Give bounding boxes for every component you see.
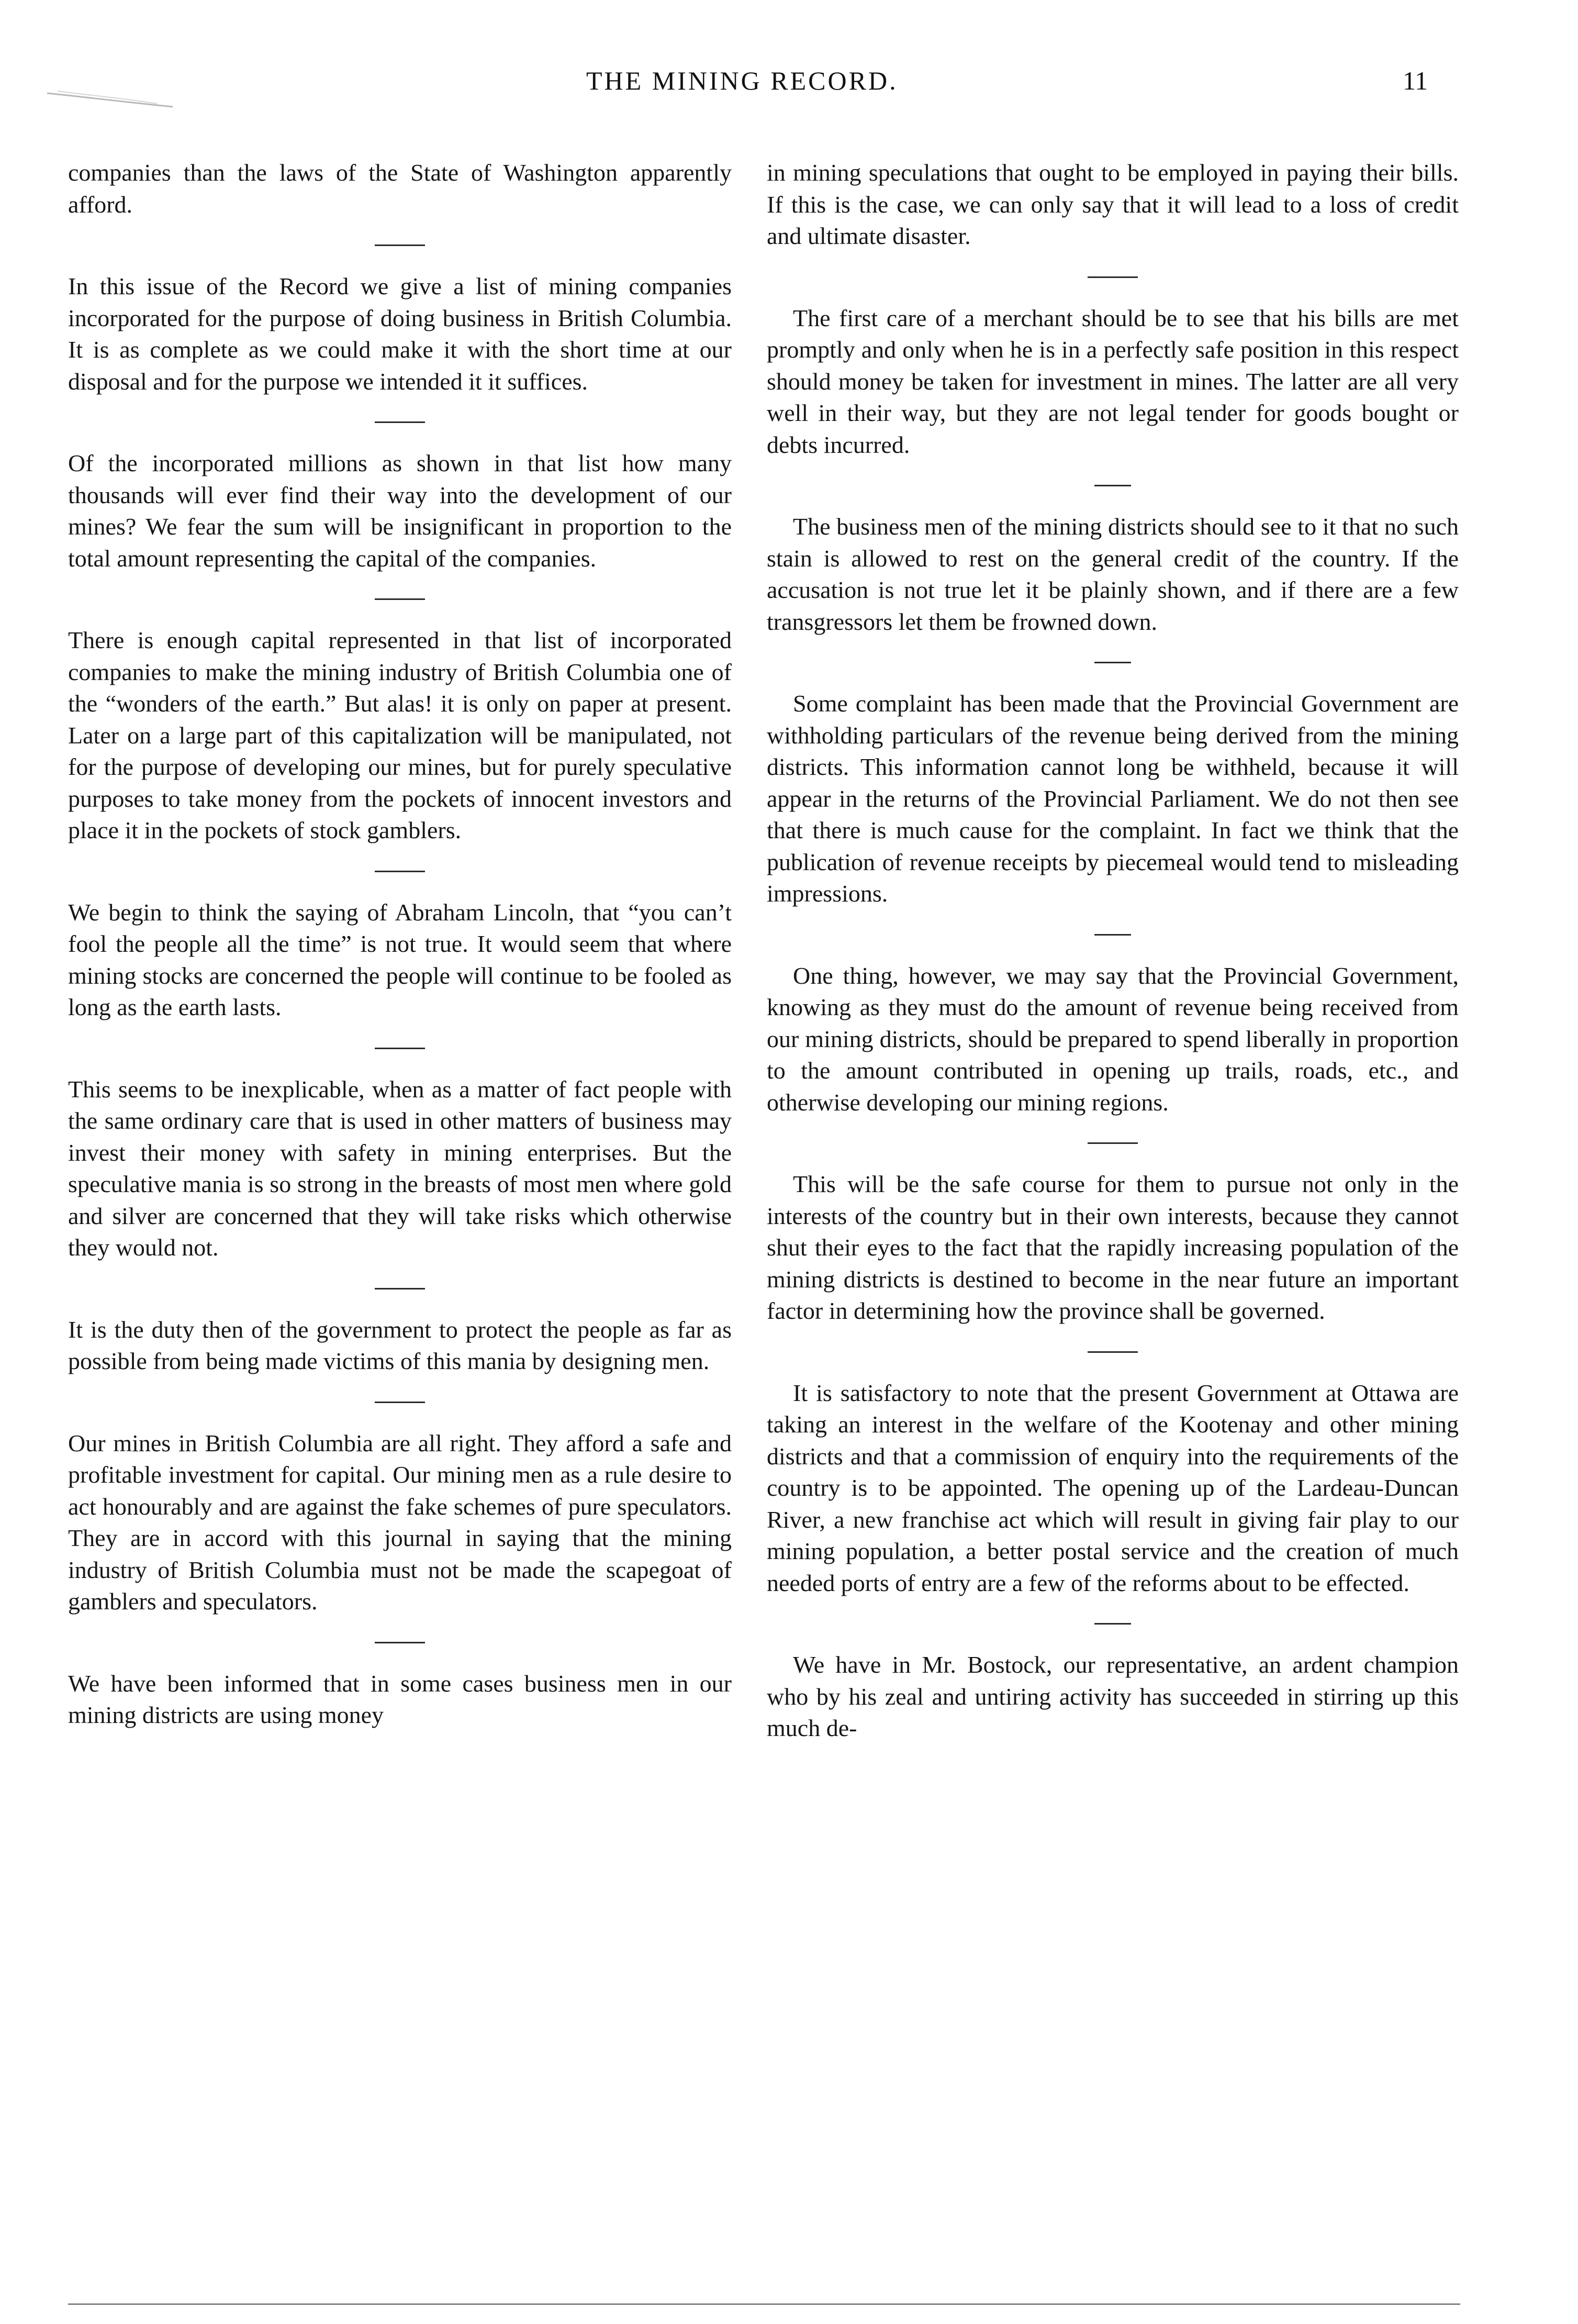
left-paragraph-7: It is the duty then of the government to protect the people as far as possible from being made victims of this mania by designing men. xyxy=(68,1316,732,1374)
left-paragraph-8: Our mines in British Columbia are all right. They afford a safe and profitable investment for capital. Our mining men as a rule desire to act honourably and are against the fake schemes of pure speculators. They are in accord with this journal in saying that the mining industry of British Columbia must not be made the scapegoat of gamblers and speculators. xyxy=(68,1429,732,1615)
section-divider xyxy=(68,1264,732,1314)
section-divider xyxy=(767,461,1459,511)
page-bottom-rule xyxy=(68,2304,1460,2305)
right-paragraph-2: The first care of a merchant should be to see that his bills are met promptly and only when he is in a perfectly safe position in this respect should money be taken for investment in mines. The latter are all very well in their way, but they are not legal tender for goods bought or debts incurred. xyxy=(767,304,1459,458)
page-number: 11 xyxy=(1403,66,1428,95)
section-divider xyxy=(68,1618,732,1668)
running-head xyxy=(0,65,1578,107)
scan-smudge-mark xyxy=(47,89,173,110)
left-paragraph-1: companies than the laws of the State of Washington apparently afford. xyxy=(68,159,732,218)
journal-title: THE MINING RECORD. xyxy=(586,66,898,95)
left-paragraph-4: There is enough capital represented in that list of incorporated companies to make the mining industry of British Columbia one of the “wonders of the earth.” But alas! it is only on paper at present. Later on a large part of this capitalization will be manipulated, not for the purpose of developing our mines, but for purely speculative purposes to take money from the pockets of innocent investors and place it in the pockets of stock gamblers. xyxy=(68,627,732,843)
section-divider xyxy=(767,1599,1459,1649)
section-divider xyxy=(68,1024,732,1074)
section-divider xyxy=(767,638,1459,688)
section-divider xyxy=(767,910,1459,960)
left-paragraph-6: This seems to be inexplicable, when as a matter of fact people with the same ordinary care that is used in other matters of business may invest their money with safety in mining enterprises. But the speculative mania is so strong in the breasts of most men where gold and silver are concerned that they will take risks which otherwise they would not. xyxy=(68,1075,732,1261)
section-divider xyxy=(68,574,732,625)
section-divider xyxy=(767,1327,1459,1377)
left-paragraph-5: We begin to think the saying of Abraham Lincoln, that “you can’t fool the people all the time” is not true. It would seem that where mining stocks are concerned the people will continue to be fooled as long as the earth lasts. xyxy=(68,898,732,1020)
left-paragraph-9: We have been informed that in some cases business men in our mining districts are using money xyxy=(68,1670,732,1728)
left-paragraph-2: In this issue of the Record we give a list of mining companies incorporated for the purpose of doing business in British Columbia. It is as complete as we could make it with the short time at our disposal and for the purpose we intended it it suffices. xyxy=(68,273,732,395)
section-divider xyxy=(767,252,1459,303)
right-paragraph-5: One thing, however, we may say that the Provincial Government, knowing as they must do the amount of revenue being received from our mining districts, should be prepared to spend liberally in proportion to the amount contributed in opening up trails, roads, etc., and otherwise developing our mining regions. xyxy=(767,962,1459,1116)
section-divider xyxy=(767,1118,1459,1169)
left-paragraph-3: Of the incorporated millions as shown in that list how many thousands will ever find their way into the development of our mines? We fear the sum will be insignificant in proportion to the total amount representing the capital of the companies. xyxy=(68,450,732,572)
left-column xyxy=(68,157,732,1731)
right-paragraph-7: It is satisfactory to note that the present Government at Ottawa are taking an interest in the welfare of the Kootenay and other mining districts and that a commission of enquiry into the requirements of the country is to be appointed. The opening up of the Lardeau-Duncan River, a new franchise act which will result in giving fair play to our mining population, a better postal service and the creation of much needed ports of entry are a few of the reforms about to be effected. xyxy=(767,1379,1459,1596)
section-divider xyxy=(68,847,732,897)
right-paragraph-3: The business men of the mining districts should see to it that no such stain is allowed to rest on the general credit of the country. If the accusation is not true let it be plainly shown, and if there are a few transgressors let them be frowned down. xyxy=(767,513,1459,635)
right-column xyxy=(767,157,1459,1744)
section-divider xyxy=(68,220,732,271)
right-paragraph-1: in mining speculations that ought to be employed in paying their bills. If this is the case, we can only say that it will lead to a loss of credit and ultimate disaster. xyxy=(767,159,1459,249)
section-divider xyxy=(68,1377,732,1428)
right-paragraph-8: We have in Mr. Bostock, our representative, an ardent champion who by his zeal and untiring activity has succeeded in stirring up this much de- xyxy=(767,1651,1459,1741)
right-paragraph-6: This will be the safe course for them to pursue not only in the interests of the country but in their own interests, because they cannot shut their eyes to the fact that the rapidly increasing population of the mining districts is destined to become in the near future an important factor in determining how the province shall be governed. xyxy=(767,1171,1459,1324)
section-divider xyxy=(68,397,732,448)
right-paragraph-4: Some complaint has been made that the Provincial Government are withholding particulars of the revenue being derived from the mining districts. This information cannot long be withheld, because it will appear in the returns of the Provincial Parliament. We do not then see that there is much cause for the complaint. In fact we think that the publication of revenue receipts by piecemeal would tend to misleading impressions. xyxy=(767,690,1459,907)
